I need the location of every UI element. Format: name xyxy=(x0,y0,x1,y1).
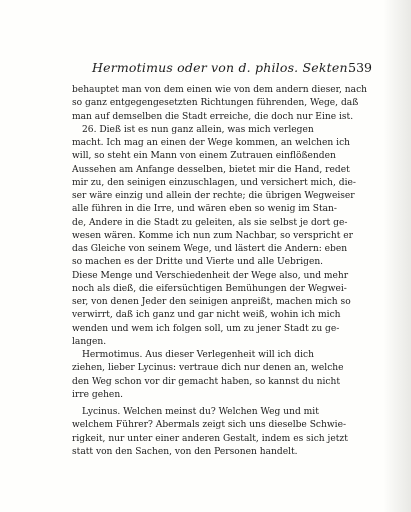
text-line: den Weg schon vor dir gemacht haben, so kannst du nicht xyxy=(72,376,340,387)
text-line: macht. Ich mag an einen der Wege kommen, an welchen ich xyxy=(72,138,351,148)
text-line: ser wäre einzig und allein der rechte; die übrigen Wegweiser xyxy=(72,191,355,201)
text-line: wenden und wem ich folgen soll, um zu jener Stadt zu ge- xyxy=(72,323,340,334)
text-line: man auf demselben die Stadt erreiche, die doch nur Eine ist. xyxy=(72,111,354,122)
text-line: verwirrt, daß ich ganz und gar nicht weiß, wohin ich mich xyxy=(72,310,341,321)
text-line: langen. xyxy=(72,336,107,347)
text-line: so ganz entgegengesetzten Richtungen führenden, Wege, daß xyxy=(72,98,359,109)
paragraph-start-line: 26. Dieß ist es nun ganz allein, was mich verlegen xyxy=(82,124,314,135)
text-line: wesen wären. Komme ich nun zum Nachbar, so verspricht er xyxy=(72,230,354,241)
text-line: das Gleiche von seinem Wege, und lästert die Andern: eben xyxy=(72,244,348,254)
text-line: behauptet man von dem einen wie von dem andern dieser, nach xyxy=(72,85,368,95)
text-line: alle führen in die Irre, und wären eben so wenig im Stan- xyxy=(72,204,337,215)
speaker-line: Hermotimus. Aus dieser Verlegenheit will ich dich xyxy=(82,350,314,360)
text-line: ziehen, lieber Lycinus: vertraue dich nur denen an, welche xyxy=(72,363,344,374)
text-line: will, so steht ein Mann von einem Zutrauen einflößenden xyxy=(72,151,336,162)
text-line: ser, von denen Jeder den seinigen anpreißt, machen mich so xyxy=(72,297,351,307)
page-edge-shadow xyxy=(383,0,411,512)
speaker-line: Lycinus. Welchen meinst du? Welchen Weg und mit xyxy=(82,407,319,417)
page-number: 539 xyxy=(348,60,372,75)
text-line: rigkeit, nur unter einer anderen Gestalt, indem es sich jetzt xyxy=(72,433,348,444)
text-line: de, Andere in die Stadt zu geleiten, als sie selbst je dort ge- xyxy=(72,217,348,228)
running-head: Hermotimus oder von d. philos. Sekten. xyxy=(92,60,352,75)
text-line: irre gehen. xyxy=(72,389,124,400)
text-line: Diese Menge und Verschiedenheit der Wege also, und mehr xyxy=(72,270,349,281)
text-line: welchem Führer? Abermals zeigt sich uns dieselbe Schwie- xyxy=(72,420,347,431)
text-line: noch als dieß, die eifersüchtigen Bemühungen der Wegwei- xyxy=(72,283,347,294)
body-text xyxy=(72,84,372,459)
text-line: so machen es der Dritte und Vierte und alle Uebrigen. xyxy=(72,257,324,268)
text-line: Aussehen am Anfange desselben, bietet mir die Hand, redet xyxy=(72,164,350,175)
text-line: mir zu, den seinigen einzuschlagen, und versichert mich, die- xyxy=(72,177,356,188)
page-header xyxy=(92,60,372,78)
text-line: statt von den Sachen, von den Personen handelt. xyxy=(72,446,298,457)
